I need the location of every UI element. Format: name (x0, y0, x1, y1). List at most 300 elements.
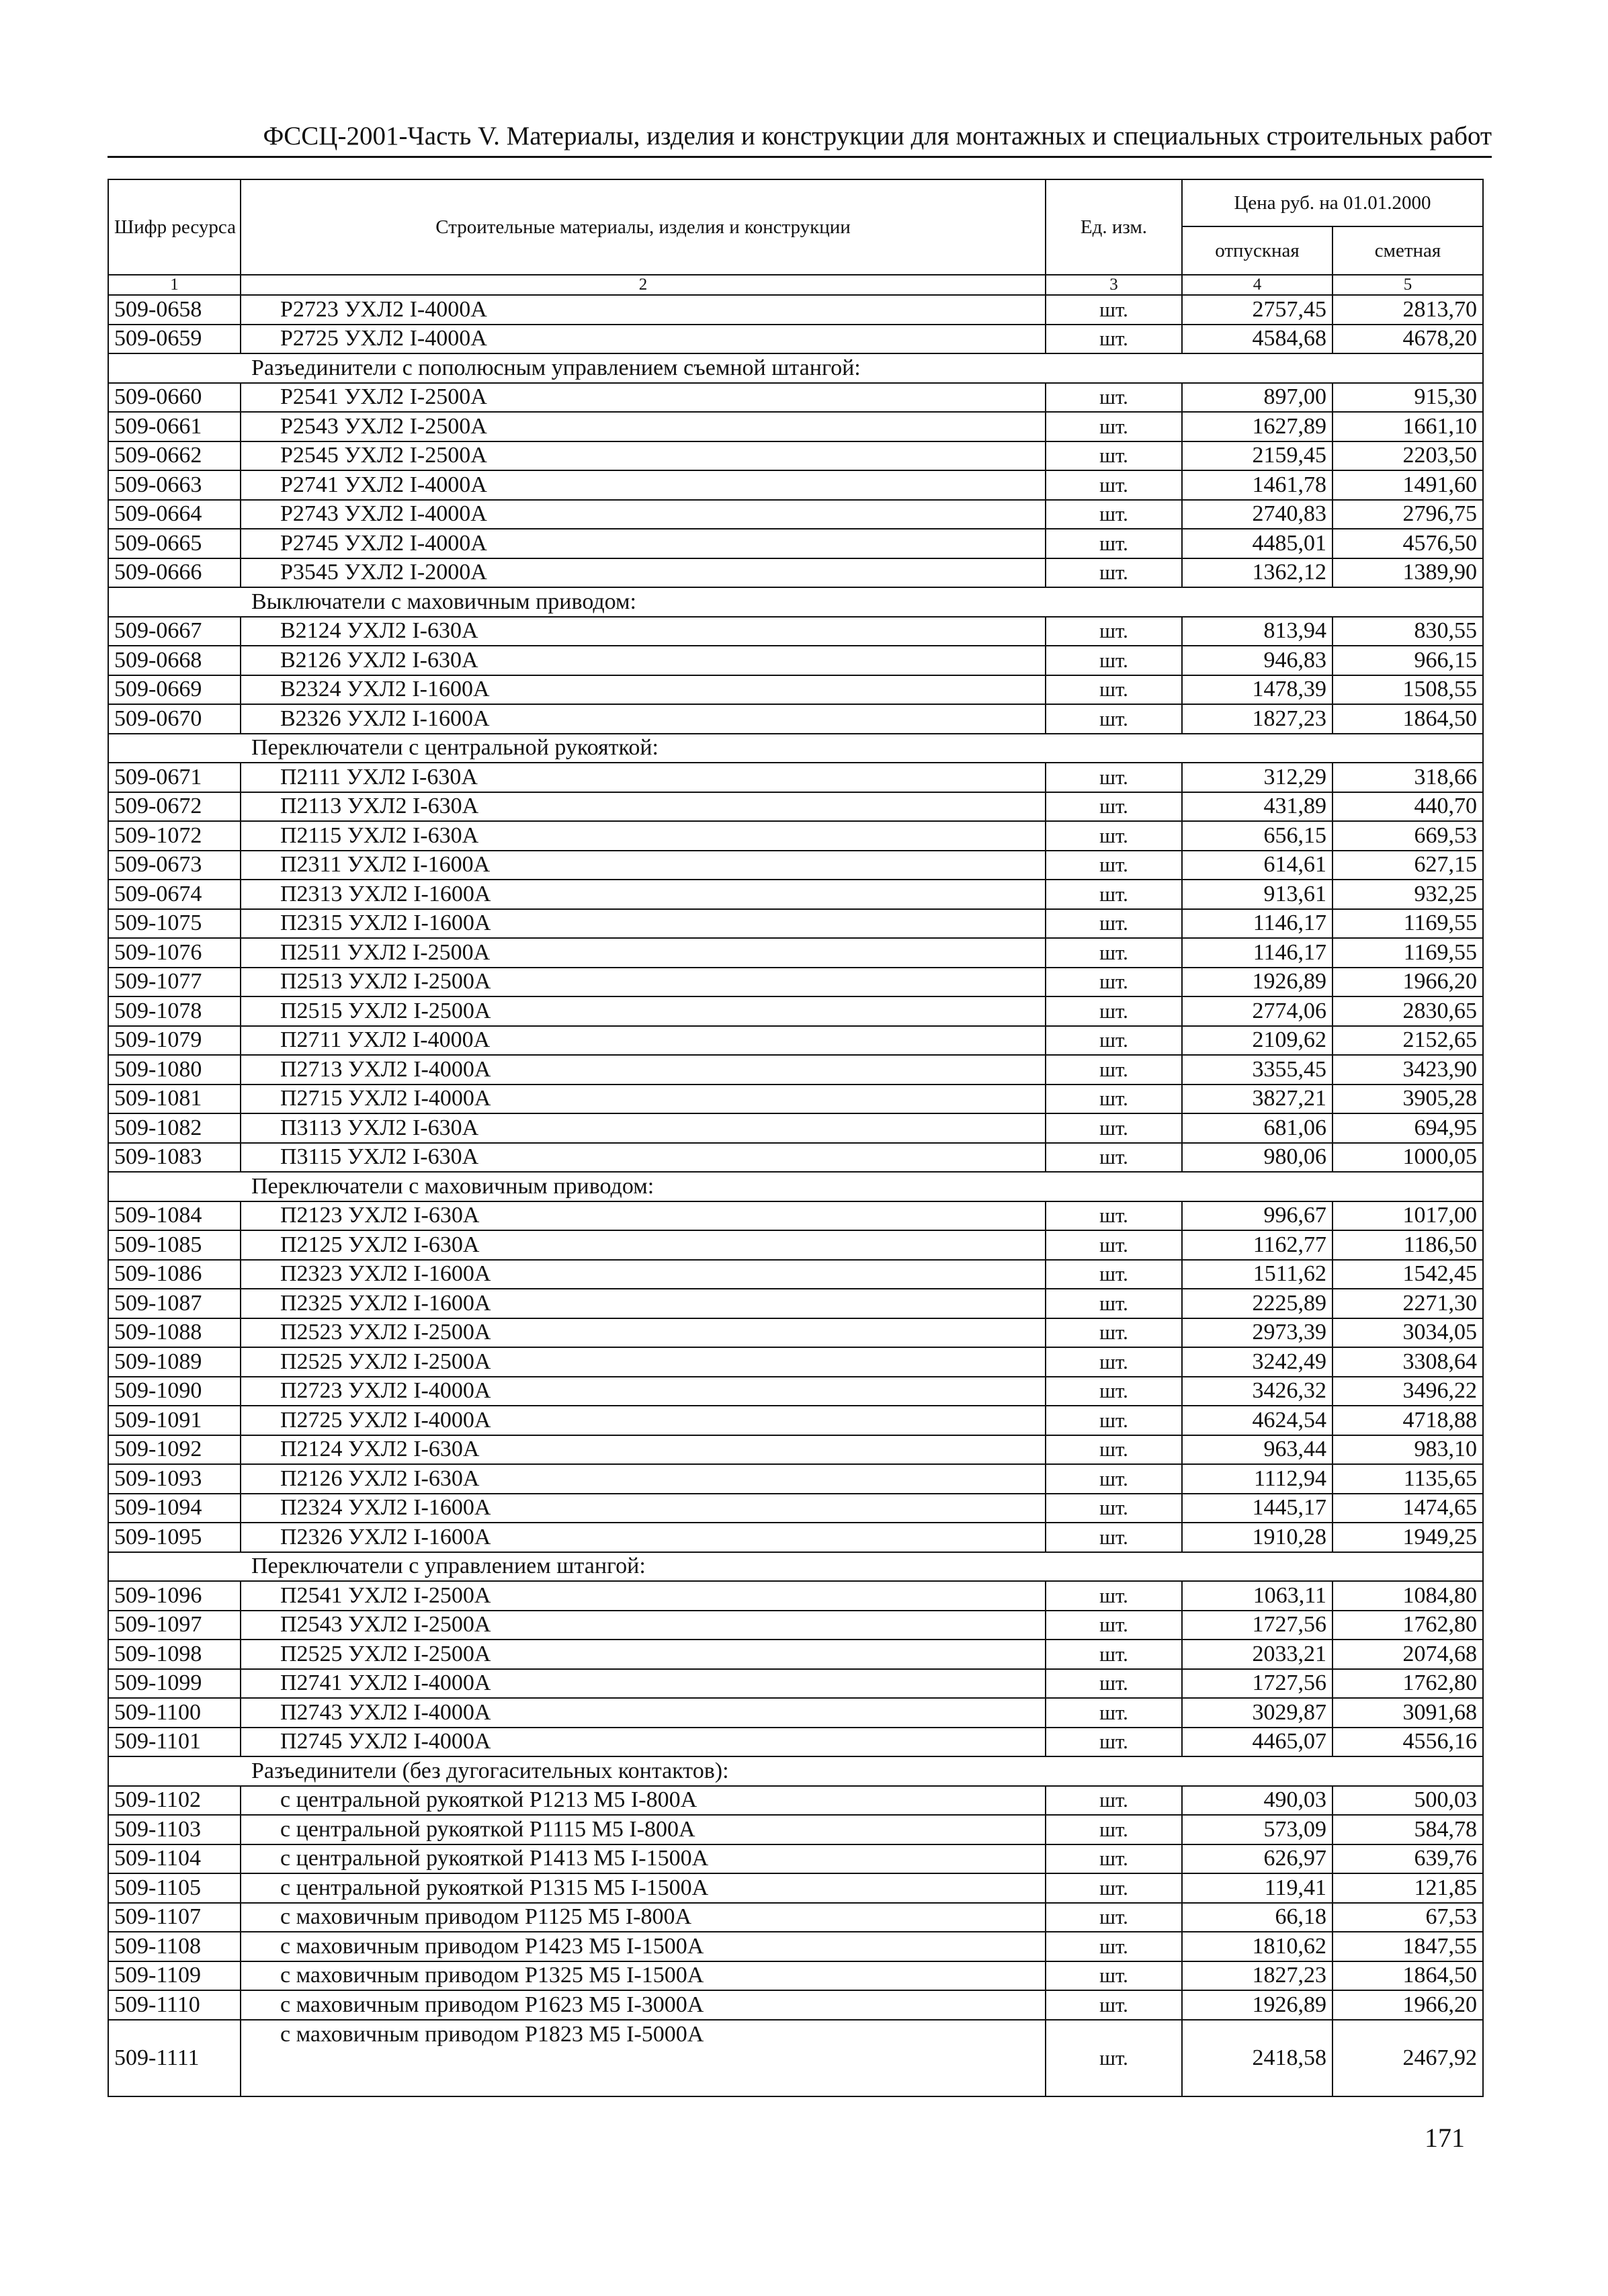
cell-price-release: 2740,83 (1182, 500, 1332, 529)
cell-name: Р2543 УХЛ2 I-2500А (241, 412, 1046, 441)
cell-code: 509-1110 (108, 1990, 241, 2020)
cell-price-estimate: 1474,65 (1332, 1494, 1483, 1523)
col-header-price-group: Цена руб. на 01.01.2000 (1182, 179, 1483, 226)
cell-unit: шт. (1046, 1230, 1182, 1260)
cell-price-release: 1146,17 (1182, 938, 1332, 968)
cell-price-release: 4624,54 (1182, 1406, 1332, 1435)
cell-code: 509-0672 (108, 792, 241, 822)
cell-price-release: 946,83 (1182, 646, 1332, 675)
cell-price-release: 1926,89 (1182, 1990, 1332, 2020)
cell-name: В2126 УХЛ2 I-630А (241, 646, 1046, 675)
cell-price-release: 66,18 (1182, 1903, 1332, 1932)
table-row (108, 295, 1483, 325)
cell-code: 509-0665 (108, 529, 241, 558)
cell-unit: шт. (1046, 1026, 1182, 1056)
cell-name: П2325 УХЛ2 I-1600А (241, 1289, 1046, 1318)
cell-code: 509-1111 (108, 2020, 241, 2096)
cell-price-estimate: 3308,64 (1332, 1347, 1483, 1377)
cell-code: 509-0674 (108, 880, 241, 909)
cell-price-release: 1627,89 (1182, 412, 1332, 441)
cell-price-release: 2973,39 (1182, 1318, 1332, 1348)
cell-price-estimate: 932,25 (1332, 880, 1483, 909)
cell-name: П2324 УХЛ2 I-1600А (241, 1494, 1046, 1523)
cell-name: П3113 УХЛ2 I-630А (241, 1113, 1046, 1143)
cell-code: 509-1079 (108, 1026, 241, 1056)
cell-name: с маховичным приводом Р1325 М5 I-1500А (241, 1961, 1046, 1991)
cell-price-release: 3827,21 (1182, 1085, 1332, 1114)
cell-price-estimate: 1186,50 (1332, 1230, 1483, 1260)
cell-code: 509-1080 (108, 1055, 241, 1085)
cell-price-estimate: 1966,20 (1332, 968, 1483, 997)
table-row (108, 1669, 1483, 1699)
cell-code: 509-0673 (108, 851, 241, 880)
cell-price-release: 312,29 (1182, 763, 1332, 792)
cell-unit: шт. (1046, 1494, 1182, 1523)
cell-price-release: 2109,62 (1182, 1026, 1332, 1056)
cell-price-release: 2225,89 (1182, 1289, 1332, 1318)
cell-unit: шт. (1046, 1523, 1182, 1552)
cell-price-estimate: 694,95 (1332, 1113, 1483, 1143)
cell-unit: шт. (1046, 996, 1182, 1026)
cell-price-release: 2418,58 (1182, 2020, 1332, 2096)
cell-unit: шт. (1046, 529, 1182, 558)
cell-name: П2741 УХЛ2 I-4000А (241, 1669, 1046, 1699)
cell-unit: шт. (1046, 558, 1182, 588)
table-row (108, 1201, 1483, 1231)
table-row (108, 1961, 1483, 1991)
cell-name: П2124 УХЛ2 I-630А (241, 1435, 1046, 1465)
cell-name: Р3545 УХЛ2 I-2000А (241, 558, 1046, 588)
cell-price-estimate: 983,10 (1332, 1435, 1483, 1465)
table-row (108, 500, 1483, 529)
cell-name: с маховичным приводом Р1125 М5 I-800А (241, 1903, 1046, 1932)
col-header-code: Шифр ресурса (108, 179, 241, 275)
cell-unit: шт. (1046, 1435, 1182, 1465)
cell-price-release: 1910,28 (1182, 1523, 1332, 1552)
cell-price-estimate: 3496,22 (1332, 1377, 1483, 1406)
cell-price-release: 1445,17 (1182, 1494, 1332, 1523)
cell-unit: шт. (1046, 1377, 1182, 1406)
cell-code: 509-0669 (108, 675, 241, 705)
cell-name: П2115 УХЛ2 I-630А (241, 821, 1046, 851)
table-row (108, 1406, 1483, 1435)
cell-price-estimate: 1084,80 (1332, 1581, 1483, 1611)
cell-code: 509-1099 (108, 1669, 241, 1699)
cell-unit: шт. (1046, 938, 1182, 968)
table-row (108, 1260, 1483, 1289)
cell-name: П2111 УХЛ2 I-630А (241, 763, 1046, 792)
cell-code: 509-1089 (108, 1347, 241, 1377)
cell-price-release: 897,00 (1182, 383, 1332, 413)
cell-price-release: 1461,78 (1182, 470, 1332, 500)
cell-code: 509-1101 (108, 1728, 241, 1757)
cell-price-release: 573,09 (1182, 1815, 1332, 1844)
cell-unit: шт. (1046, 1640, 1182, 1669)
table-row (108, 412, 1483, 441)
cell-name: П2311 УХЛ2 I-1600А (241, 851, 1046, 880)
cell-unit: шт. (1046, 968, 1182, 997)
cell-price-estimate: 1847,55 (1332, 1932, 1483, 1961)
table-row (108, 1903, 1483, 1932)
cell-name: Р2723 УХЛ2 I-4000А (241, 295, 1046, 325)
cell-name: Р2743 УХЛ2 I-4000А (241, 500, 1046, 529)
table-row (108, 1377, 1483, 1406)
cell-code: 509-1100 (108, 1698, 241, 1728)
cell-price-release: 2033,21 (1182, 1640, 1332, 1669)
cell-code: 509-1093 (108, 1464, 241, 1494)
cell-unit: шт. (1046, 1611, 1182, 1640)
cell-price-estimate: 1661,10 (1332, 412, 1483, 441)
table-row (108, 1143, 1483, 1173)
cell-name: П2511 УХЛ2 I-2500А (241, 938, 1046, 968)
cell-code: 509-1105 (108, 1873, 241, 1903)
cell-unit: шт. (1046, 646, 1182, 675)
cell-price-release: 963,44 (1182, 1435, 1332, 1465)
table-row (108, 1815, 1483, 1844)
cell-price-estimate: 1762,80 (1332, 1611, 1483, 1640)
cell-price-release: 4485,01 (1182, 529, 1332, 558)
cell-unit: шт. (1046, 500, 1182, 529)
cell-price-release: 490,03 (1182, 1786, 1332, 1816)
cell-code: 509-1086 (108, 1260, 241, 1289)
cell-name: Р2541 УХЛ2 I-2500А (241, 383, 1046, 413)
table-row (108, 1347, 1483, 1377)
cell-unit: шт. (1046, 704, 1182, 734)
cell-code: 509-0668 (108, 646, 241, 675)
cell-name: П2123 УХЛ2 I-630А (241, 1201, 1046, 1231)
cell-price-estimate: 2152,65 (1332, 1026, 1483, 1056)
table-row (108, 1523, 1483, 1552)
table-row (108, 1113, 1483, 1143)
table-row (108, 1611, 1483, 1640)
cell-name: с маховичным приводом Р1623 М5 I-3000А (241, 1990, 1046, 2020)
table-row (108, 617, 1483, 646)
cell-code: 509-1094 (108, 1494, 241, 1523)
cell-unit: шт. (1046, 1932, 1182, 1961)
cell-price-estimate: 500,03 (1332, 1786, 1483, 1816)
cell-name: П3115 УХЛ2 I-630А (241, 1143, 1046, 1173)
cell-name: П2743 УХЛ2 I-4000А (241, 1698, 1046, 1728)
cell-unit: шт. (1046, 1464, 1182, 1494)
cell-name: П2541 УХЛ2 I-2500А (241, 1581, 1046, 1611)
cell-price-estimate: 318,66 (1332, 763, 1483, 792)
section-label: Выключатели с маховичным приводом: (108, 587, 1483, 617)
cell-code: 509-0658 (108, 295, 241, 325)
table-row (108, 1873, 1483, 1903)
cell-price-estimate: 3423,90 (1332, 1055, 1483, 1085)
cell-name: В2124 УХЛ2 I-630А (241, 617, 1046, 646)
cell-price-release: 913,61 (1182, 880, 1332, 909)
cell-price-estimate: 1542,45 (1332, 1260, 1483, 1289)
table-row (108, 851, 1483, 880)
table-row (108, 1698, 1483, 1728)
cell-price-estimate: 1389,90 (1332, 558, 1483, 588)
cell-code: 509-1072 (108, 821, 241, 851)
cell-code: 509-1083 (108, 1143, 241, 1173)
cell-price-release: 813,94 (1182, 617, 1332, 646)
cell-code: 509-0661 (108, 412, 241, 441)
cell-price-release: 3355,45 (1182, 1055, 1332, 1085)
cell-name: с центральной рукояткой Р1213 М5 I-800А (241, 1786, 1046, 1816)
cell-price-estimate: 1169,55 (1332, 938, 1483, 968)
cell-name: с маховичным приводом Р1823 М5 I-5000А (241, 2020, 1046, 2096)
cell-price-release: 980,06 (1182, 1143, 1332, 1173)
cell-name: с центральной рукояткой Р1315 М5 I-1500А (241, 1873, 1046, 1903)
cell-name: П2745 УХЛ2 I-4000А (241, 1728, 1046, 1757)
cell-unit: шт. (1046, 1055, 1182, 1085)
table-row (108, 1464, 1483, 1494)
cell-name: П2543 УХЛ2 I-2500А (241, 1611, 1046, 1640)
cell-unit: шт. (1046, 412, 1182, 441)
cell-price-estimate: 4556,16 (1332, 1728, 1483, 1757)
cell-unit: шт. (1046, 1113, 1182, 1143)
cell-unit: шт. (1046, 1085, 1182, 1114)
cell-price-release: 1162,77 (1182, 1230, 1332, 1260)
cell-code: 509-1087 (108, 1289, 241, 1318)
cell-price-estimate: 1169,55 (1332, 909, 1483, 939)
cell-price-release: 1146,17 (1182, 909, 1332, 939)
cell-price-estimate: 1949,25 (1332, 1523, 1483, 1552)
cell-code: 509-1096 (108, 1581, 241, 1611)
cell-price-release: 2757,45 (1182, 295, 1332, 325)
cell-unit: шт. (1046, 792, 1182, 822)
section-label: Разъединители (без дугогасительных контактов): (108, 1756, 1483, 1786)
table-row (108, 1640, 1483, 1669)
cell-name: П2313 УХЛ2 I-1600А (241, 880, 1046, 909)
cell-price-estimate: 1966,20 (1332, 1990, 1483, 2020)
cell-name: П2525 УХЛ2 I-2500А (241, 1347, 1046, 1377)
cell-unit: шт. (1046, 763, 1182, 792)
cell-code: 509-1088 (108, 1318, 241, 1348)
table-row (108, 704, 1483, 734)
table-row (108, 821, 1483, 851)
col-number-3: 3 (1046, 275, 1182, 295)
cell-price-estimate: 669,53 (1332, 821, 1483, 851)
cell-code: 509-1103 (108, 1815, 241, 1844)
cell-code: 509-1108 (108, 1932, 241, 1961)
cell-code: 509-1077 (108, 968, 241, 997)
cell-code: 509-0664 (108, 500, 241, 529)
cell-name: с центральной рукояткой Р1413 М5 I-1500А (241, 1844, 1046, 1874)
cell-price-release: 1810,62 (1182, 1932, 1332, 1961)
cell-code: 509-1102 (108, 1786, 241, 1816)
cell-name: П2126 УХЛ2 I-630А (241, 1464, 1046, 1494)
cell-price-release: 1727,56 (1182, 1611, 1332, 1640)
cell-unit: шт. (1046, 441, 1182, 471)
table-row (108, 968, 1483, 997)
cell-name: П2525 УХЛ2 I-2500А (241, 1640, 1046, 1669)
cell-price-estimate: 2796,75 (1332, 500, 1483, 529)
cell-code: 509-0667 (108, 617, 241, 646)
cell-name: П2723 УХЛ2 I-4000А (241, 1377, 1046, 1406)
cell-code: 509-0663 (108, 470, 241, 500)
cell-price-estimate: 1000,05 (1332, 1143, 1483, 1173)
section-row (108, 1552, 1483, 1582)
col-header-unit: Ед. изм. (1046, 179, 1182, 275)
cell-price-estimate: 584,78 (1332, 1815, 1483, 1844)
cell-code: 509-1090 (108, 1377, 241, 1406)
cell-code: 509-1085 (108, 1230, 241, 1260)
cell-unit: шт. (1046, 1786, 1182, 1816)
section-label: Разъединители с пополюсным управлением съемной штангой: (108, 353, 1483, 383)
cell-name: Р2741 УХЛ2 I-4000А (241, 470, 1046, 500)
table-row (108, 646, 1483, 675)
cell-price-release: 1063,11 (1182, 1581, 1332, 1611)
cell-unit: шт. (1046, 1201, 1182, 1231)
cell-price-estimate: 639,76 (1332, 1844, 1483, 1874)
cell-name: П2125 УХЛ2 I-630А (241, 1230, 1046, 1260)
cell-unit: шт. (1046, 880, 1182, 909)
cell-code: 509-1097 (108, 1611, 241, 1640)
cell-unit: шт. (1046, 821, 1182, 851)
table-row (108, 1289, 1483, 1318)
page-header-title: ФССЦ-2001-Часть V. Материалы, изделия и конструкции для монтажных и специальных строительных работ (108, 120, 1492, 158)
cell-price-estimate: 966,15 (1332, 646, 1483, 675)
table-row (108, 880, 1483, 909)
cell-name: П2515 УХЛ2 I-2500А (241, 996, 1046, 1026)
table-row (108, 2020, 1483, 2096)
cell-price-estimate: 915,30 (1332, 383, 1483, 413)
cell-code: 509-1109 (108, 1961, 241, 1991)
cell-price-estimate: 1491,60 (1332, 470, 1483, 500)
cell-price-release: 1112,94 (1182, 1464, 1332, 1494)
table-row (108, 1786, 1483, 1816)
table-row (108, 1990, 1483, 2020)
section-row (108, 1172, 1483, 1201)
cell-price-estimate: 2830,65 (1332, 996, 1483, 1026)
cell-unit: шт. (1046, 1844, 1182, 1874)
cell-unit: шт. (1046, 295, 1182, 325)
cell-name: с маховичным приводом Р1423 М5 I-1500А (241, 1932, 1046, 1961)
cell-price-estimate: 4718,88 (1332, 1406, 1483, 1435)
cell-price-release: 614,61 (1182, 851, 1332, 880)
cell-price-release: 1362,12 (1182, 558, 1332, 588)
cell-price-estimate: 121,85 (1332, 1873, 1483, 1903)
cell-price-estimate: 3905,28 (1332, 1085, 1483, 1114)
section-label: Переключатели с управлением штангой: (108, 1552, 1483, 1582)
cell-code: 509-0670 (108, 704, 241, 734)
cell-price-estimate: 67,53 (1332, 1903, 1483, 1932)
cell-unit: шт. (1046, 1873, 1182, 1903)
cell-code: 509-1075 (108, 909, 241, 939)
table-row (108, 325, 1483, 354)
section-row (108, 587, 1483, 617)
cell-unit: шт. (1046, 1347, 1182, 1377)
cell-name: П2523 УХЛ2 I-2500А (241, 1318, 1046, 1348)
cell-code: 509-1098 (108, 1640, 241, 1669)
col-header-name: Строительные материалы, изделия и конструкции (241, 179, 1046, 275)
cell-name: П2713 УХЛ2 I-4000А (241, 1055, 1046, 1085)
table-row (108, 938, 1483, 968)
cell-price-estimate: 627,15 (1332, 851, 1483, 880)
table-row (108, 1494, 1483, 1523)
cell-price-release: 1511,62 (1182, 1260, 1332, 1289)
cell-price-release: 1827,23 (1182, 704, 1332, 734)
cell-price-estimate: 3034,05 (1332, 1318, 1483, 1348)
cell-price-release: 2774,06 (1182, 996, 1332, 1026)
cell-code: 509-0671 (108, 763, 241, 792)
cell-price-estimate: 4678,20 (1332, 325, 1483, 354)
col-number-4: 4 (1182, 275, 1332, 295)
cell-name: В2326 УХЛ2 I-1600А (241, 704, 1046, 734)
cell-code: 509-0660 (108, 383, 241, 413)
cell-code: 509-1082 (108, 1113, 241, 1143)
cell-price-release: 996,67 (1182, 1201, 1332, 1231)
cell-code: 509-1092 (108, 1435, 241, 1465)
table-row (108, 1026, 1483, 1056)
cell-price-release: 681,06 (1182, 1113, 1332, 1143)
section-label: Переключатели с маховичным приводом: (108, 1172, 1483, 1201)
col-number-5: 5 (1332, 275, 1483, 295)
cell-price-release: 4584,68 (1182, 325, 1332, 354)
table-row (108, 383, 1483, 413)
cell-name: В2324 УХЛ2 I-1600А (241, 675, 1046, 705)
cell-code: 509-1107 (108, 1903, 241, 1932)
table-row (108, 1581, 1483, 1611)
table-row (108, 1085, 1483, 1114)
cell-price-estimate: 1135,65 (1332, 1464, 1483, 1494)
section-row (108, 734, 1483, 763)
cell-price-estimate: 440,70 (1332, 792, 1483, 822)
cell-price-estimate: 3091,68 (1332, 1698, 1483, 1728)
cell-unit: шт. (1046, 1318, 1182, 1348)
cell-name: П2715 УХЛ2 I-4000А (241, 1085, 1046, 1114)
section-label: Переключатели с центральной рукояткой: (108, 734, 1483, 763)
table-row (108, 792, 1483, 822)
cell-price-release: 1727,56 (1182, 1669, 1332, 1699)
cell-price-estimate: 1017,00 (1332, 1201, 1483, 1231)
cell-price-release: 3426,32 (1182, 1377, 1332, 1406)
table-row (108, 909, 1483, 939)
col-header-price-estimate: сметная (1332, 226, 1483, 275)
table-row (108, 675, 1483, 705)
cell-price-estimate: 1864,50 (1332, 1961, 1483, 1991)
cell-price-estimate: 2074,68 (1332, 1640, 1483, 1669)
cell-unit: шт. (1046, 1903, 1182, 1932)
table-row (108, 1230, 1483, 1260)
cell-unit: шт. (1046, 1143, 1182, 1173)
cell-unit: шт. (1046, 1961, 1182, 1991)
cell-price-estimate: 1508,55 (1332, 675, 1483, 705)
table-row (108, 1728, 1483, 1757)
cell-name: П2725 УХЛ2 I-4000А (241, 1406, 1046, 1435)
cell-price-estimate: 2813,70 (1332, 295, 1483, 325)
cell-code: 509-0662 (108, 441, 241, 471)
cell-unit: шт. (1046, 383, 1182, 413)
cell-code: 509-0666 (108, 558, 241, 588)
cell-name: с центральной рукояткой Р1115 М5 I-800А (241, 1815, 1046, 1844)
cell-unit: шт. (1046, 909, 1182, 939)
table-row (108, 1435, 1483, 1465)
table-row (108, 1844, 1483, 1874)
cell-name: П2113 УХЛ2 I-630А (241, 792, 1046, 822)
cell-unit: шт. (1046, 1728, 1182, 1757)
table-row (108, 529, 1483, 558)
table-row (108, 1932, 1483, 1961)
table-row (108, 1318, 1483, 1348)
col-number-1: 1 (108, 275, 241, 295)
cell-unit: шт. (1046, 1669, 1182, 1699)
cell-price-estimate: 1762,80 (1332, 1669, 1483, 1699)
section-row (108, 1756, 1483, 1786)
section-row (108, 353, 1483, 383)
table-row (108, 763, 1483, 792)
cell-code: 509-1078 (108, 996, 241, 1026)
cell-unit: шт. (1046, 1406, 1182, 1435)
cell-unit: шт. (1046, 1289, 1182, 1318)
cell-code: 509-1104 (108, 1844, 241, 1874)
cell-code: 509-1081 (108, 1085, 241, 1114)
